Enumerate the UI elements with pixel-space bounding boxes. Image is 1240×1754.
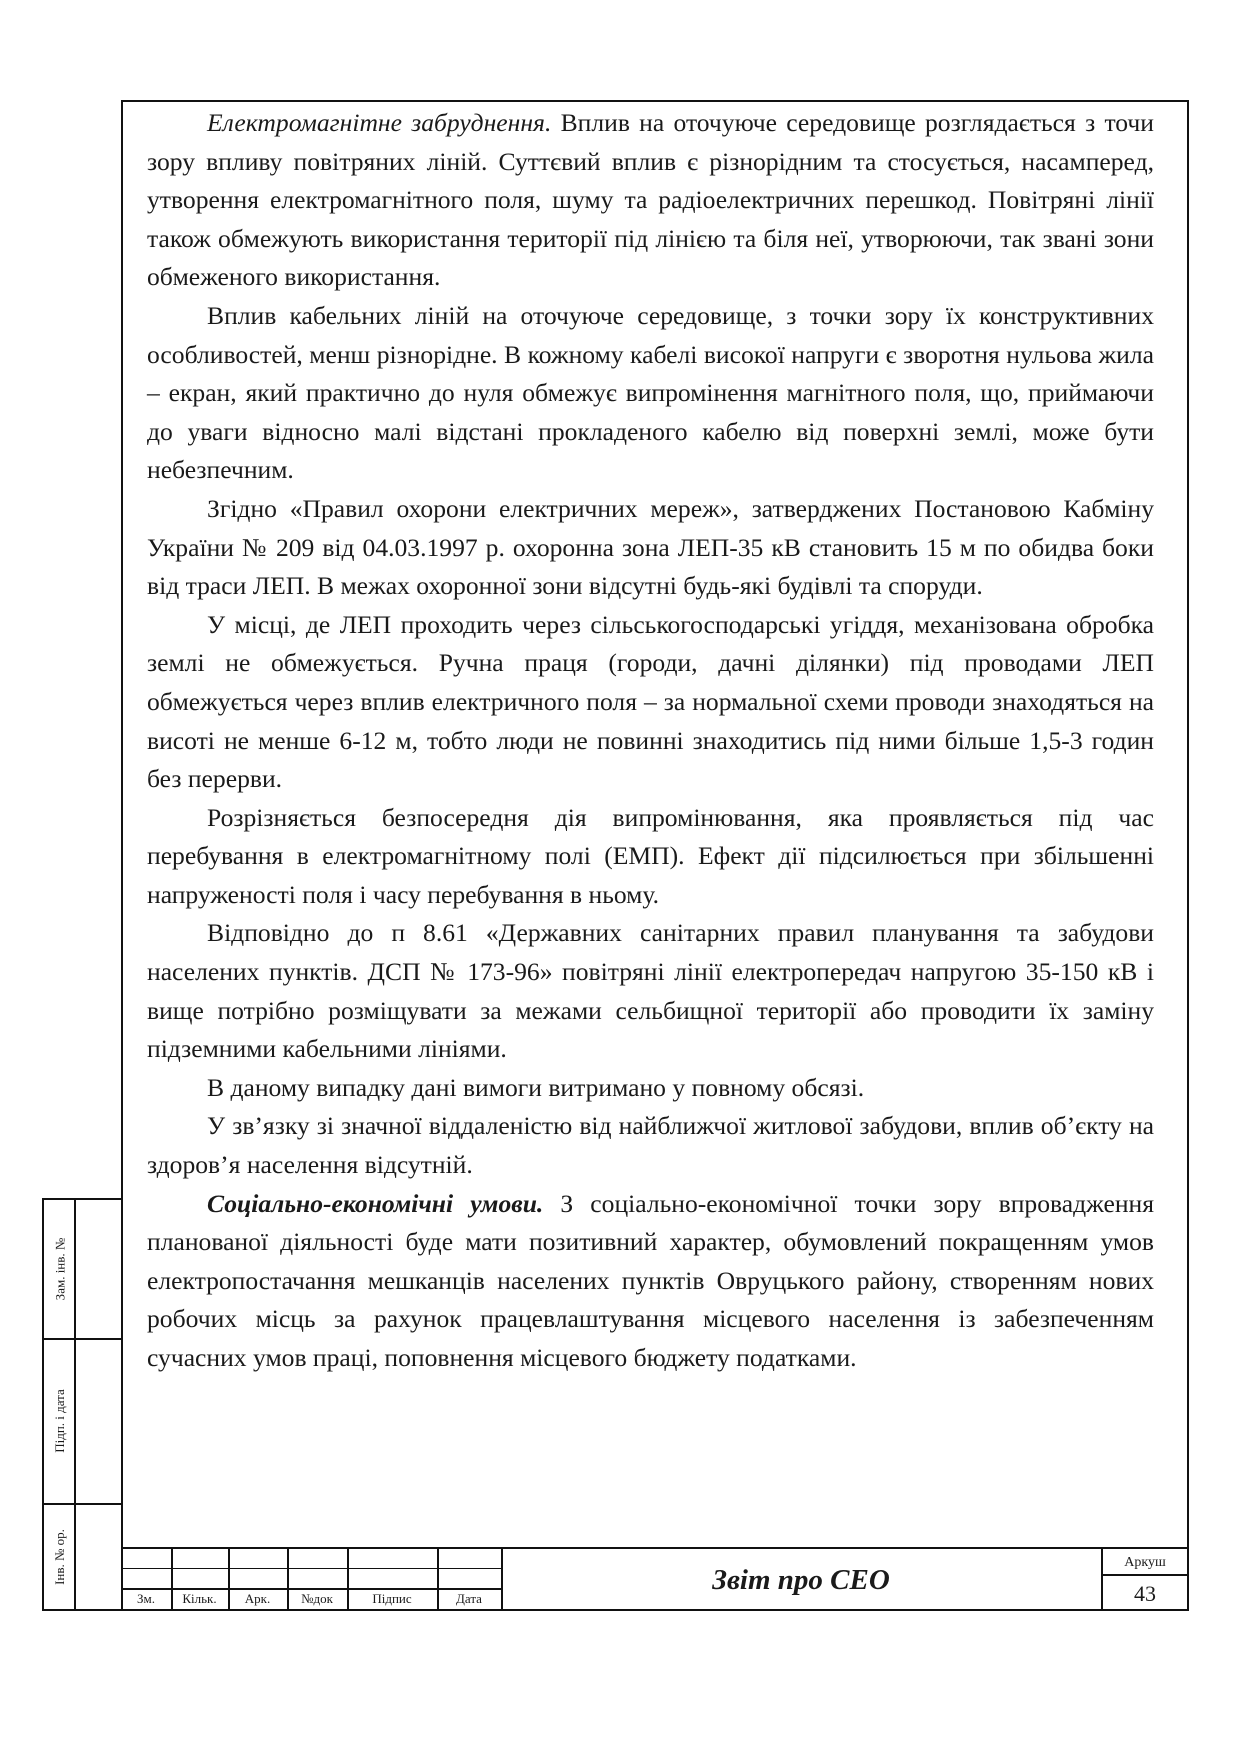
side-stamp-label: Зам. інв. № [52,1237,67,1301]
paragraph-text: Розрізняється безпосередня дія випромінювання, яка проявляється під час перебування в електромагнітному полі (ЕМП). Ефект дії підсилюється при збільшенні напруженості поля і часу перебування в ньому. [147,802,1154,909]
paragraph-text: У місці, де ЛЕП проходить через сільськогосподарські угіддя, механізована обробка землі не обмежується. Ручна праця (городи, дачні ділянки) під проводами ЛЕП обмежується через вплив електричного поля – за нормальної схеми проводи знаходяться на висоті не менше 6-12 м, тобто люди не повинні знаходитись під ними більше 1,5-3 годин без перерви. [147,609,1154,794]
paragraph-socio-economic [147,1185,1154,1378]
paragraph-text: Вплив на оточуюче середовище розглядається з точи зору впливу повітряних ліній. Суттєвий вплив є різнорідним та стосується, насамперед, утворення електромагнітного поля, шуму та радіоелектричних перешкод. Повітряні лінії також обмежують використання території під лінією та біля неї, утворюючи, так звані зони обмеженого використання. [147,108,1154,292]
document-body [147,104,1154,1378]
title-block-row-line [121,1568,501,1569]
sheet-divider [1103,1574,1187,1576]
title-block-row-line [121,1588,501,1590]
side-stamp-cell-signature [44,1338,76,1503]
paragraph-lead: Соціально-економічні умови. [207,1188,544,1218]
paragraph-requirements-met [147,1069,1154,1108]
paragraph-text: З соціально-економічної точки зору впровадження планованої діяльності буде мати позитивний характер, обумовлений покращенням умов електропостачання мешканців населених пунктів Овруцького району, створенням нових робочих місць за рахунок працевлаштування місцевого населення із забезпеченням сучасних умов праці, поповнення місцевого бюджету податками. [147,1188,1154,1372]
paragraph-agricultural-land [147,606,1154,799]
paragraph-text: Вплив кабельних ліній на оточуюче середовище, з точки зору їх конструктивних особливостей, менш різнорідне. В кожному кабелі високої напруги є зворотня нульова жила – екран, який практично до нуля обмежує випромінення магнітного поля, що, приймаючи до уваги відносно малі відстані прокладеного кабелю від поверхні землі, може бути небезпечним. [147,300,1154,485]
paragraph-text: Згідно «Правил охорони електричних мереж», затверджених Постановою Кабміну України № 209 від 04.03.1997 р. охоронна зона ЛЕП-35 кВ становить 15 м по обидва боки від траси ЛЕП. В межах охоронної зони відсутні будь-які будівлі та споруди. [147,493,1154,601]
col-label-change: Зм. [137,1591,155,1606]
sheet-label: Аркуш [1124,1555,1166,1570]
col-label-sheet: Арк. [244,1591,271,1606]
paragraph-cable-lines [147,297,1154,490]
paragraph-text: Відповідно до п 8.61 «Державних санітарних правил планування та забудови населених пунктів. ДСП № 173-96» повітряні лінії електропередач напругою 35-150 кВ і вище потрібно розміщувати за межами сельбищної території або проводити їх заміну підземними кабельними лініями. [147,918,1154,1064]
paragraph-health-impact [147,1107,1154,1184]
side-stamp [42,1198,121,1611]
paragraph-sanitary-rules [147,914,1154,1068]
sheet-number: 43 [1134,1581,1156,1606]
paragraph-radiation-effect [147,799,1154,915]
side-stamp-label: Інв. № ор. [52,1529,68,1585]
side-stamp-cell-original [44,1503,76,1611]
paragraph-em-pollution [147,104,1154,297]
side-stamp-label: Підп. і дата [52,1388,67,1453]
document-title: Звіт про СЕО [712,1563,890,1596]
paragraph-lead: Електромагнітне забруднення. [207,108,552,137]
side-stamp-cell-replacement [44,1200,76,1338]
col-label-quantity: Кільк. [182,1591,217,1606]
col-label-date: Дата [456,1591,482,1606]
paragraph-text: В даному випадку дані вимоги витримано у повному обсязі. [207,1072,865,1102]
paragraph-protection-zone [147,490,1154,606]
title-block [121,1547,1189,1611]
col-label-doc-number: №док [301,1591,333,1606]
paragraph-text: У зв’язку зі значної віддаленістю від найближчої житлової забудови, вплив об’єкту на здоров’я населення відсутній. [147,1111,1154,1180]
col-label-signature: Підпис [372,1591,412,1606]
